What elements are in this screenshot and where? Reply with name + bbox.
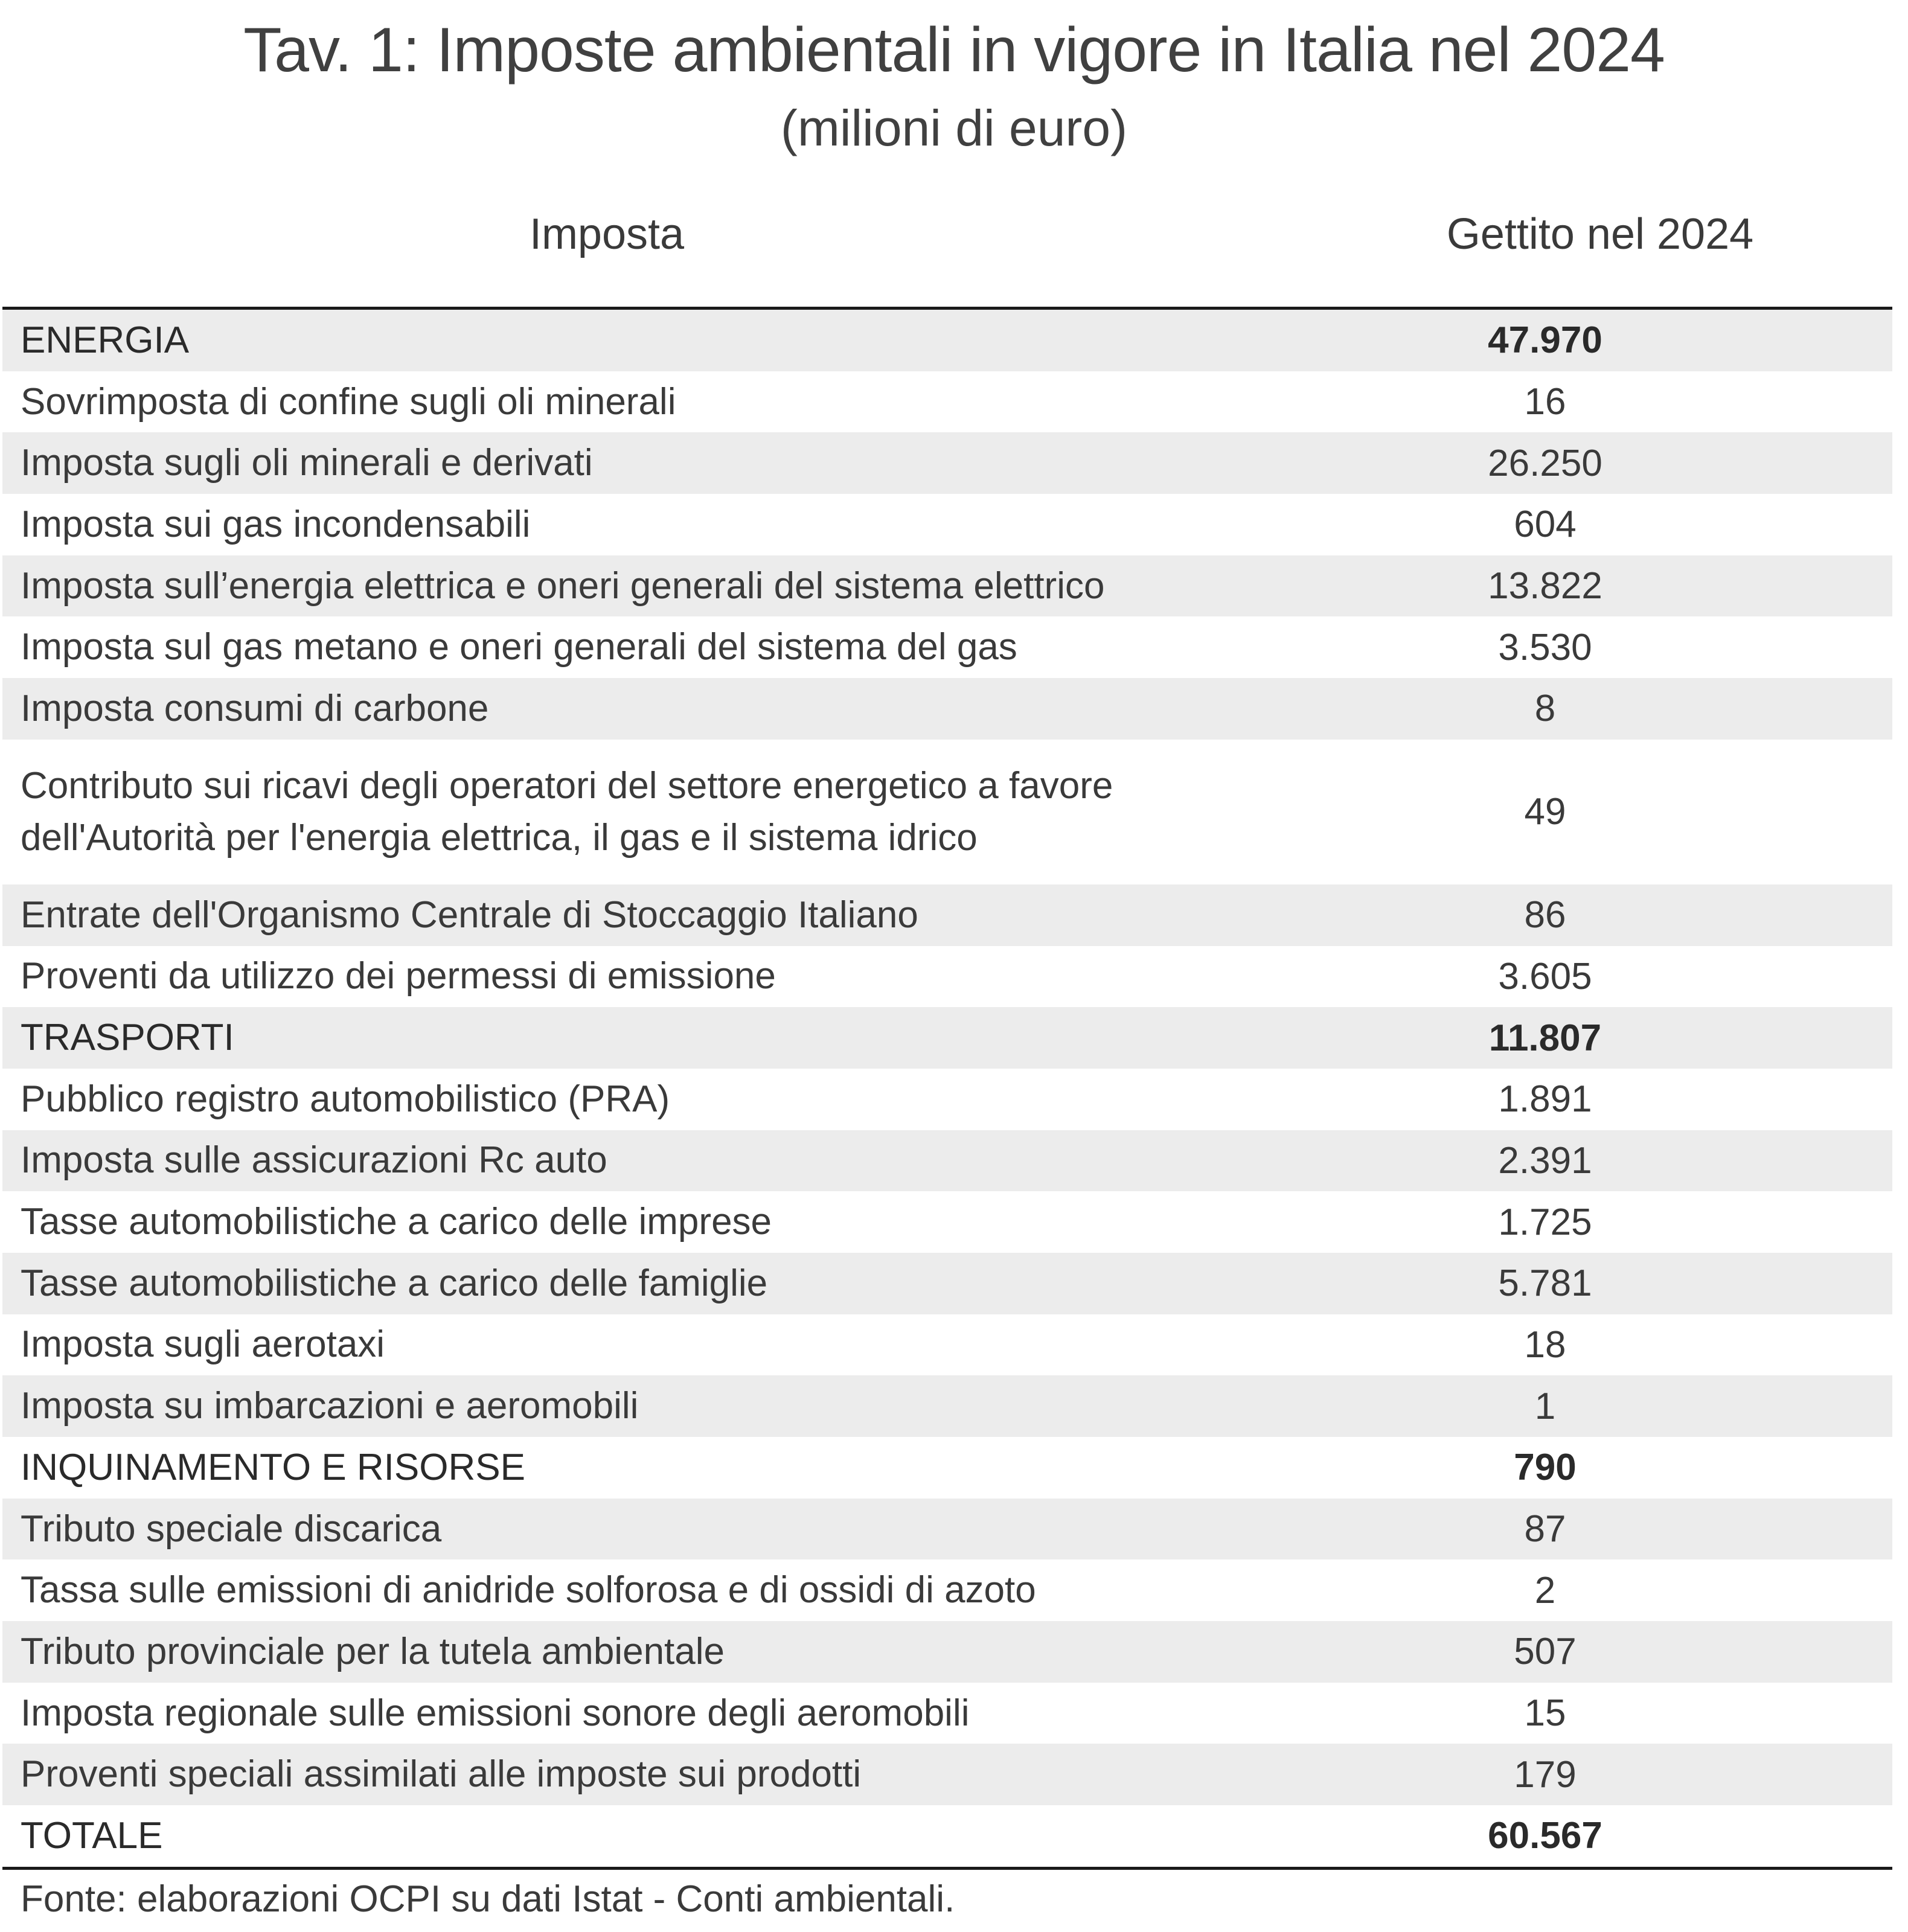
row-label: Imposta sulle assicurazioni Rc auto: [21, 1139, 607, 1182]
row-value: 11.807: [1488, 1017, 1602, 1059]
row-label: Imposta sull’energia elettrica e oneri generali del sistema elettrico: [21, 565, 1105, 607]
row-value: 60.567: [1488, 1815, 1602, 1857]
table-row: [2, 1375, 1892, 1437]
row-label: Imposta sugli oli minerali e derivati: [21, 442, 593, 484]
row-value: 15: [1524, 1692, 1566, 1735]
row-label: INQUINAMENTO E RISORSE: [21, 1446, 525, 1488]
row-label: Tributo speciale discarica: [21, 1508, 442, 1550]
row-value: 3.530: [1498, 626, 1592, 668]
row-label: Imposta sui gas incondensabili: [21, 503, 531, 545]
row-label: Tributo provinciale per la tutela ambientale: [21, 1630, 725, 1672]
row-label: Imposta sugli aerotaxi: [21, 1323, 385, 1366]
table-row: [2, 616, 1892, 678]
table-row: [2, 1191, 1892, 1253]
row-value: 179: [1514, 1753, 1577, 1796]
table-row: [2, 1314, 1892, 1376]
row-label: Imposta sul gas metano e oneri generali del sistema del gas: [21, 626, 1017, 668]
row-value: 5.781: [1498, 1262, 1592, 1305]
table-row: [2, 1744, 1892, 1805]
tax-table: [2, 307, 1892, 1870]
table-row-energia: [2, 310, 1892, 371]
table-row: [2, 1130, 1892, 1192]
row-label: Proventi speciali assimilati alle imposte sui prodotti: [21, 1753, 862, 1796]
row-value: 1.891: [1498, 1078, 1592, 1121]
table-row-inquinamento: [2, 1437, 1892, 1499]
row-label: TRASPORTI: [21, 1017, 234, 1059]
table-row: [2, 946, 1892, 1008]
row-value: 47.970: [1488, 319, 1602, 362]
table-row: [2, 1683, 1892, 1744]
row-value: 2: [1534, 1569, 1556, 1611]
source-note: Fonte: elaborazioni OCPI su dati Istat - Conti ambientali.: [21, 1878, 955, 1920]
table-row-totale: [2, 1805, 1892, 1867]
row-label: Tasse automobilistiche a carico delle imprese: [21, 1201, 772, 1243]
table-row: [2, 1069, 1892, 1130]
table-row-trasporti: [2, 1007, 1892, 1069]
row-value: 1.725: [1498, 1201, 1592, 1243]
row-label: Imposta su imbarcazioni e aeromobili: [21, 1385, 639, 1427]
row-value: 26.250: [1488, 442, 1602, 484]
row-label: Pubblico registro automobilistico (PRA): [21, 1078, 670, 1120]
table-row: [2, 555, 1892, 617]
row-value: 2.391: [1498, 1139, 1592, 1182]
row-label: Imposta regionale sulle emissioni sonore degli aeromobili: [21, 1692, 970, 1734]
row-label: ENERGIA: [21, 319, 190, 361]
row-value: 604: [1514, 504, 1577, 546]
row-label: Contributo sui ricavi degli operatori del settore energetico a favore dell'Autorità per l'energia elettrica, il gas e il sistema idrico: [21, 764, 1113, 859]
table-row: [2, 1499, 1892, 1560]
row-label: Imposta consumi di carbone: [21, 687, 489, 729]
table-row: [2, 740, 1892, 884]
row-value: 18: [1524, 1323, 1566, 1366]
column-header-gettito: Gettito nel 2024: [1446, 210, 1754, 258]
row-value: 8: [1534, 688, 1556, 730]
row-value: 1: [1534, 1385, 1556, 1427]
row-value: 3.605: [1498, 955, 1592, 997]
row-label: Proventi da utilizzo dei permessi di emissione: [21, 955, 776, 997]
row-value: 790: [1514, 1447, 1577, 1489]
table-row: [2, 494, 1892, 555]
column-header-imposta: Imposta: [529, 210, 685, 258]
row-label: TOTALE: [21, 1814, 163, 1857]
table-row: [2, 678, 1892, 740]
table-row: [2, 1621, 1892, 1683]
row-value: 507: [1514, 1631, 1577, 1673]
row-label: Sovrimposta di confine sugli oli minerali: [21, 380, 676, 423]
row-value: 13.822: [1488, 565, 1602, 607]
row-label: Tasse automobilistiche a carico delle famiglie: [21, 1262, 768, 1304]
table-title: Tav. 1: Imposte ambientali in vigore in Italia nel 2024: [243, 15, 1665, 85]
row-label: Tassa sulle emissioni di anidride solforosa e di ossidi di azoto: [21, 1569, 1036, 1611]
row-value: 16: [1524, 381, 1566, 423]
row-value: 87: [1524, 1508, 1566, 1550]
table-row: [2, 1559, 1892, 1621]
table-row: [2, 432, 1892, 494]
row-value: 49: [1524, 791, 1566, 833]
row-value: 86: [1524, 894, 1566, 936]
table-subtitle: (milioni di euro): [780, 100, 1128, 156]
row-label: Entrate dell'Organismo Centrale di Stoccaggio Italiano: [21, 894, 918, 936]
table-row: [2, 1253, 1892, 1314]
table-row: [2, 371, 1892, 433]
table-row: [2, 884, 1892, 946]
